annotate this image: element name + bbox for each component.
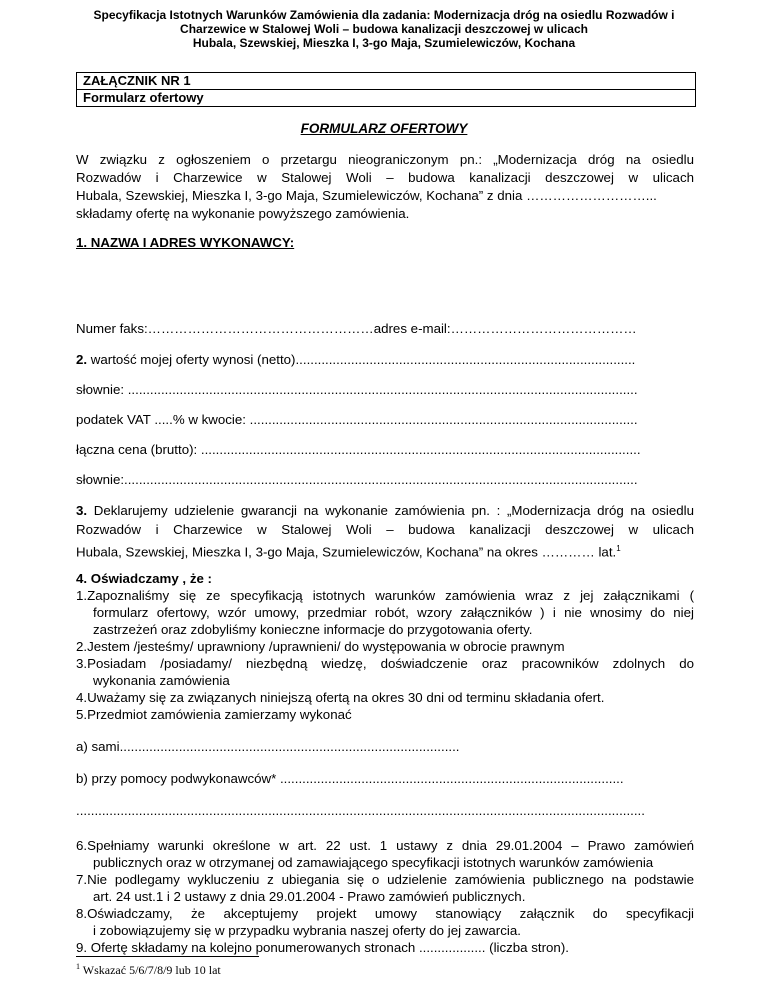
contact-line: Numer faks:……………………………………………adres e-mail:……………………………………	[76, 321, 637, 336]
statement-2: 2.Jestem /jesteśmy/ uprawniony /uprawnieni/ do występowania w obrocie prawnym	[76, 639, 565, 654]
attachment-name: Formularz ofertowy	[77, 89, 695, 106]
intro-line: Hubala, Szewskiej, Mieszka I, 3-go Maja, Szumielewiczów, Kochana” z dnia ………………………...	[76, 188, 657, 203]
footnote-ref: 1	[616, 544, 621, 553]
statement-3: 3.Posiadam /posiadamy/ niezbędną wiedzę, doświadczenie oraz pracowników zdolnych do	[76, 656, 694, 671]
section4-heading: 4. Oświadczamy , że :	[76, 571, 212, 586]
statement-9: 9. Ofertę składamy na kolejno ponumerowanych stronach .................. (liczba stron).	[76, 940, 569, 955]
statement-5: 5.Przedmiot zamówienia zamierzamy wykonać	[76, 707, 352, 722]
option-a: a) sami............................................................................................	[76, 739, 460, 754]
price-words-1: słownie: ..........................................................................................................................................	[76, 382, 638, 397]
statement-6: 6.Spełniamy warunki określone w art. 22 ust. 1 ustawy z dnia 29.01.2004 – Prawo zamówień	[76, 838, 694, 853]
header-line: Charzewice w Stalowej Woli – budowa kanalizacji deszczowej w ulicach	[180, 22, 588, 36]
intro-line: składamy ofertę na wykonanie powyższego zamówienia.	[76, 206, 410, 221]
attachment-label: ZAŁĄCZNIK NR 1	[83, 73, 191, 88]
footnote-divider	[76, 956, 259, 957]
intro-line: W związku z ogłoszeniem o przetargu nieograniczonym pn.: „Modernizacja dróg na osiedlu	[76, 152, 694, 167]
price-brutto: łączna cena (brutto): .......................................................................................................................	[76, 442, 641, 457]
footnote-num: 1	[76, 962, 80, 971]
statement-8: i zobowiązujemy się w przypadku wybrania naszej oferty do jej zawarcia.	[93, 923, 521, 938]
statement-8: 8.Oświadczamy, że akceptujemy projekt umowy stanowiący załącznik do specyfikacji	[76, 906, 694, 921]
footnote-text: Wskazać 5/6/7/8/9 lub 10 lat	[80, 963, 221, 977]
statement-1: formularz ofertowy, wzór umowy, przedmiar robót, wzory załączników ) i nie wnosimy do niej	[93, 605, 694, 620]
dotted-line: ..........................................................................................................................................................	[76, 803, 645, 818]
section1-heading	[76, 234, 694, 252]
statement-6: publicznych oraz w otrzymanej od zamawiającego specyfikacji istotnych warunków zamówienia	[93, 855, 654, 870]
section3-text: Hubala, Szewskiej, Mieszka I, 3-go Maja, Szumielewiczów, Kochana” na okres ………… lat.	[76, 544, 617, 560]
statement-7: 7.Nie podlegamy wykluczeniu z ubiegania się o udzielenie zamówienia publicznego na podstawie	[76, 872, 694, 887]
statement-1: 1.Zapoznaliśmy się ze specyfikacją istotnych warunków zamówienia wraz z jej załącznikami (	[76, 588, 694, 603]
statement-4: 4.Uważamy się za związanych niniejszą ofertą na okres 30 dni od terminu składania ofert.	[76, 690, 605, 705]
price-vat: podatek VAT .....% w kwocie: .........................................................................................................	[76, 412, 638, 427]
page-title: FORMULARZ OFERTOWY	[300, 121, 468, 136]
attachment-box	[76, 72, 696, 107]
header-line: Hubala, Szewskiej, Mieszka I, 3-go Maja, Szumielewiczów, Kochana	[192, 36, 576, 50]
price-num: 2.	[76, 352, 88, 367]
intro-line: Rozwadów i Charzewice w Stalowej Woli – budowa kanalizacji deszczowej w ulicach	[76, 170, 694, 185]
section3-num: 3.	[76, 503, 88, 518]
section3-line: Rozwadów i Charzewice w Stalowej Woli – budowa kanalizacji deszczowej w ulicach	[76, 522, 694, 537]
section3-line	[76, 502, 694, 520]
footnote	[76, 962, 221, 978]
price-netto-text: wartość mojej oferty wynosi (netto)............................................................................................	[87, 352, 636, 367]
option-b: b) przy pomocy podwykonawców* .............................................................................................	[76, 771, 624, 786]
section3-text: Deklarujemy udzielenie gwarancji na wykonanie zamówienia pn. : „Modernizacja dróg na osiedlu	[87, 503, 694, 518]
section3-line	[76, 540, 694, 561]
statement-3: wykonania zamówienia	[93, 673, 230, 688]
header-line: Specyfikacja Istotnych Warunków Zamówienia dla zadania: Modernizacja dróg na osiedlu Rozwadów i	[93, 8, 675, 22]
section1-heading-text: 1. NAZWA I ADRES WYKONAWCY:	[76, 235, 295, 250]
price-netto	[76, 351, 694, 369]
statement-7: art. 24 ust.1 i 2 ustawy z dnia 29.01.2004 - Prawo zamówień publicznych.	[93, 889, 526, 904]
page-header	[60, 8, 708, 50]
statement-1: zastrzeżeń oraz zdobyliśmy konieczne informacje do przygotowania oferty.	[93, 622, 533, 637]
price-words-2: słownie:...........................................................................................................................................	[76, 472, 638, 487]
